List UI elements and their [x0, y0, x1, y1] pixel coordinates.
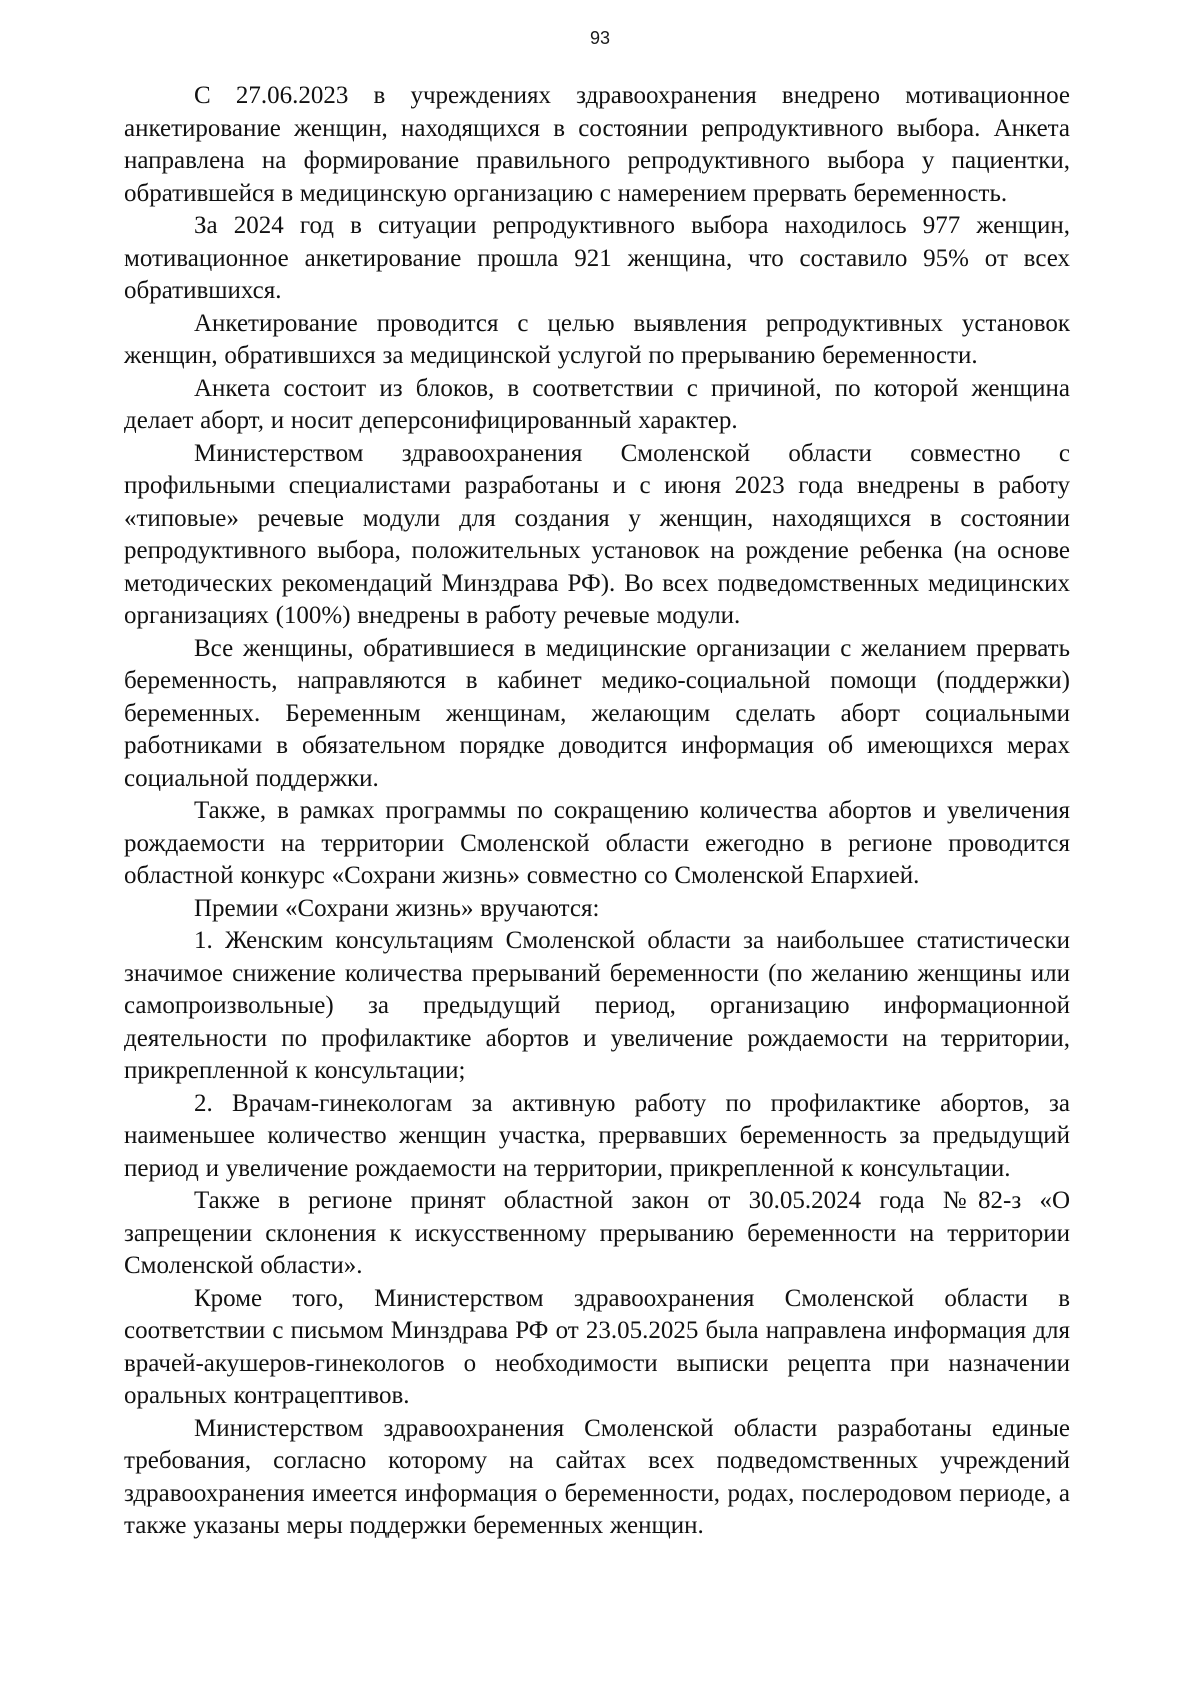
- paragraph-speech-modules: Министерством здравоохранения Смоленской области совместно с профильными специалистами разработаны и с июня 2023 года внедрены в работу «типовые» речевые модули для создания у женщин, находящихся в состоянии репродуктивного выбора, положительных установок на рождение ребенка (на основе методических рекомендаций Минздрава РФ). Во всех подведомственных медицинских организациях (100%) внедрены в работу речевые модули.: [124, 439, 1070, 629]
- paragraph-website-requirements: Министерством здравоохранения Смоленской области разработаны единые требования, согласно которому на сайтах всех подведомственных учреждений здравоохранения имеется информация о беременности, родах, послеродовом периоде, а также указаны меры поддержки беременных женщин.: [124, 1414, 1070, 1539]
- paragraph-questionnaire-purpose: Анкетирование проводится с целью выявления репродуктивных установок женщин, обратившихся за медицинской услугой по прерыванию беременности.: [124, 309, 1070, 369]
- document-body: [124, 80, 1070, 1543]
- paragraph-contraceptives-letter: Кроме того, Министерством здравоохранения Смоленской области в соответствии с письмом Минздрава РФ от 23.05.2025 была направлена информация для врачей-акушеров-гинекологов о необходимости выписки рецепта при назначении оральных контрацептивов.: [124, 1284, 1070, 1409]
- paragraph-awards-heading: Премии «Сохрани жизнь» вручаются:: [194, 894, 600, 922]
- paragraph-questionnaire-intro: С 27.06.2023 в учреждениях здравоохранения внедрено мотивационное анкетирование женщин, находящихся в состоянии репродуктивного выбора. Анкета направлена на формирование правильного репродуктивного выбора у пациентки, обратившейся в медицинскую организацию с намерением прервать беременность.: [124, 82, 1070, 207]
- paragraph-regional-law: Также в регионе принят областной закон от 30.05.2024 года №82-з «О запрещении склонения к искусственному прерыванию беременности на территории Смоленской области».: [124, 1187, 1070, 1279]
- page-number: 93: [589, 28, 611, 48]
- paragraph-contest: Также, в рамках программы по сокращению количества абортов и увеличения рождаемости на территории Смоленской области ежегодно в регионе проводится областной конкурс «Сохрани жизнь» совместно со Смоленской Епархией.: [124, 797, 1070, 889]
- paragraph-award-item-1: 1. Женским консультациям Смоленской области за наибольшее статистически значимое снижение количества прерываний беременности (по желанию женщины или самопроизвольные) за предыдущий период, организацию информационной деятельности по профилактике абортов и увеличение рождаемости на территории, прикрепленной к консультации;: [124, 927, 1070, 1084]
- paragraph-2024-statistics: За 2024 год в ситуации репродуктивного выбора находилось 977 женщин, мотивационное анкетирование прошла 921 женщина, что составило 95% от всех обратившихся.: [124, 212, 1070, 304]
- paragraph-social-support: Все женщины, обратившиеся в медицинские организации с желанием прервать беременность, направляются в кабинет медико-социальной помощи (поддержки) беременных. Беременным женщинам, желающим сделать аборт социальными работниками в обязательном порядке доводится информация об имеющихся мерах социальной поддержки.: [124, 634, 1070, 792]
- paragraph-award-item-2: 2. Врачам-гинекологам за активную работу по профилактике абортов, за наименьшее количество женщин участка, прервавших беременность за предыдущий период и увеличение рождаемости на территории, прикрепленной к консультации.: [124, 1089, 1070, 1182]
- paragraph-questionnaire-structure: Анкета состоит из блоков, в соответствии с причиной, по которой женщина делает аборт, и носит деперсонифицированный характер.: [124, 374, 1070, 434]
